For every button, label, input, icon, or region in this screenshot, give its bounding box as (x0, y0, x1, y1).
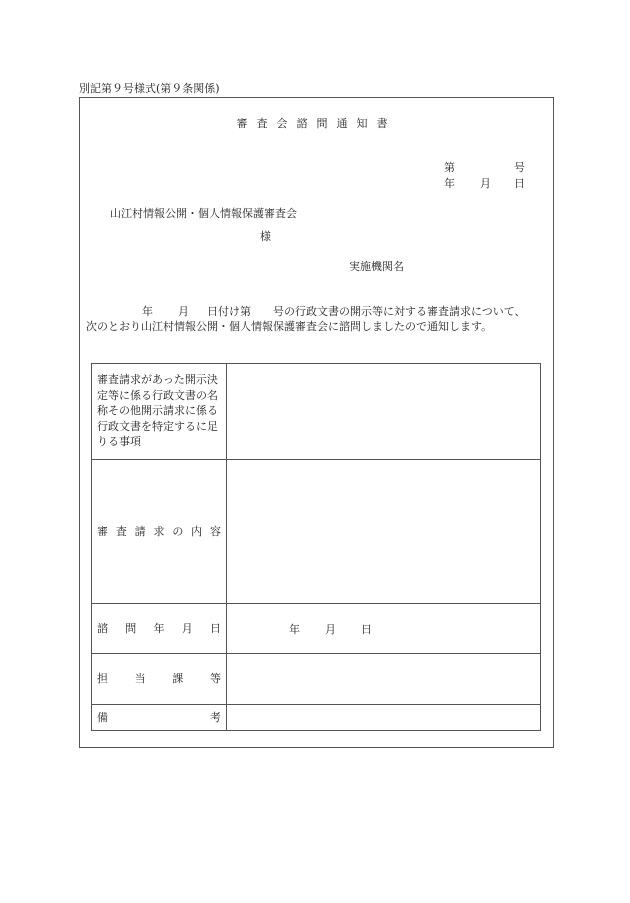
form-frame (79, 97, 554, 748)
inquiry-date-year: 年 (289, 623, 300, 636)
document-title: 審査会諮問通知書 (236, 117, 397, 130)
inquiry-date-day: 日 (361, 623, 372, 636)
row-remarks-label: 備 考 (97, 711, 221, 724)
table-row-divider (92, 704, 540, 705)
inquiry-table (91, 363, 541, 731)
form-caption: 別記第９号様式(第９条関係) (79, 82, 220, 95)
number-label: 第 (444, 161, 455, 174)
row-document-matter-label: 審査請求があった開示決定等に係る行政文書の名称その他開示請求に係る行政文書を特定するに足りる事項 (97, 373, 218, 449)
body-line-1 (142, 303, 526, 319)
inquiry-date-month: 月 (325, 623, 336, 636)
table-row-divider (92, 653, 540, 654)
body-year: 年 (142, 305, 153, 318)
honorific: 様 (260, 230, 271, 243)
body-rest: 号の行政文書の開示等に対する審査請求について、 (273, 305, 526, 318)
table-row-divider (92, 459, 540, 460)
date-day-label: 日 (514, 177, 525, 190)
table-row-divider (92, 603, 540, 604)
row-inquiry-date-label: 諮 問 年 月 日 (97, 622, 221, 635)
date-month-label: 月 (480, 177, 491, 190)
agency-name-label: 実施機関名 (349, 260, 404, 273)
table-column-divider (226, 364, 227, 730)
row-request-content-label: 審 査 請 求 の 内 容 (97, 525, 221, 538)
body-dated: 日付け第 (207, 305, 251, 318)
body-line-2: 次のとおり山江村情報公開・個人情報保護審査会に諮問しましたので通知します。 (86, 320, 493, 333)
number-suffix: 号 (514, 161, 525, 174)
row-department-label: 担 当 課 等 (97, 672, 221, 685)
body-month: 月 (178, 305, 189, 318)
date-year-label: 年 (444, 177, 455, 190)
addressee: 山江村情報公開・個人情報保護審査会 (110, 207, 297, 220)
